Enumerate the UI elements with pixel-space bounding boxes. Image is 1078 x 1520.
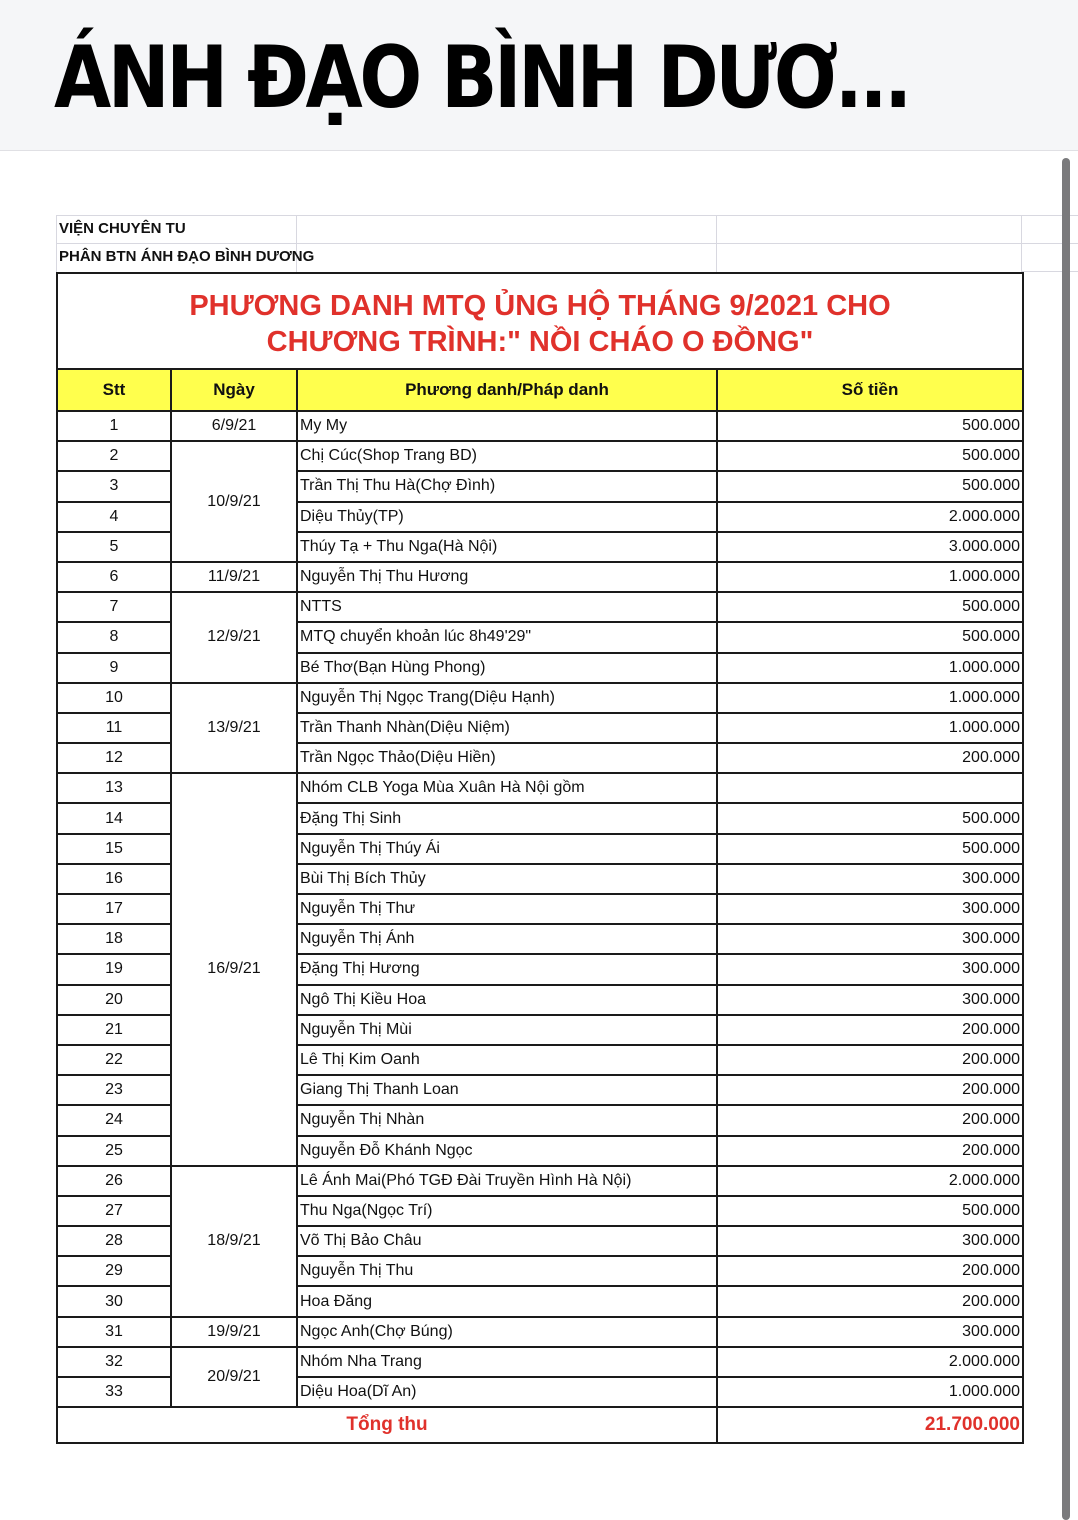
cell-stt: 25 xyxy=(57,1136,171,1166)
cell-stt: 29 xyxy=(57,1256,171,1286)
cell-stt: 26 xyxy=(57,1166,171,1196)
donation-table xyxy=(56,272,1024,1444)
cell-amount: 200.000 xyxy=(717,1075,1023,1105)
cell-date: 6/9/21 xyxy=(171,411,297,441)
cell-name: Hoa Đăng xyxy=(297,1286,717,1316)
cell-amount: 1.000.000 xyxy=(717,653,1023,683)
cell-date: 13/9/21 xyxy=(171,683,297,774)
cell-name: My My xyxy=(297,411,717,441)
cell-name: Nguyễn Thị Ngọc Trang(Diệu Hạnh) xyxy=(297,683,717,713)
title-line-2: CHƯƠNG TRÌNH:" NỒI CHÁO O ĐỒNG" xyxy=(266,326,814,358)
table-title xyxy=(57,273,1023,369)
cell-stt: 18 xyxy=(57,924,171,954)
cell-stt: 13 xyxy=(57,773,171,803)
cell-stt: 22 xyxy=(57,1045,171,1075)
total-row xyxy=(57,1407,1023,1443)
total-label: Tổng thu xyxy=(57,1407,717,1443)
cell-amount: 2.000.000 xyxy=(717,1347,1023,1377)
col-header-stt: Stt xyxy=(57,369,171,411)
cell-date: 12/9/21 xyxy=(171,592,297,683)
cell-stt: 21 xyxy=(57,1015,171,1045)
cell-amount: 500.000 xyxy=(717,471,1023,501)
cell-amount: 200.000 xyxy=(717,1286,1023,1316)
cell-amount: 2.000.000 xyxy=(717,502,1023,532)
table-row xyxy=(57,1166,1023,1196)
table-row xyxy=(57,683,1023,713)
cell-name: Đặng Thị Sinh xyxy=(297,803,717,833)
cell-amount: 300.000 xyxy=(717,864,1023,894)
cell-name: Ngọc Anh(Chợ Búng) xyxy=(297,1317,717,1347)
cell-amount: 300.000 xyxy=(717,1226,1023,1256)
cell-stt: 28 xyxy=(57,1226,171,1256)
table-row xyxy=(57,562,1023,592)
cell-stt: 19 xyxy=(57,954,171,984)
cell-name: Thúy Tạ + Thu Nga(Hà Nội) xyxy=(297,532,717,562)
cell-amount xyxy=(717,773,1023,803)
cell-stt: 5 xyxy=(57,532,171,562)
cell-amount: 500.000 xyxy=(717,441,1023,471)
cell-stt: 24 xyxy=(57,1105,171,1135)
cell-stt: 32 xyxy=(57,1347,171,1377)
cell-stt: 3 xyxy=(57,471,171,501)
cell-name: Đặng Thị Hương xyxy=(297,954,717,984)
title-line-1: PHƯƠNG DANH MTQ ỦNG HỘ THÁNG 9/2021 CHO xyxy=(189,290,891,322)
cell-name: Nguyễn Thị Thúy Ái xyxy=(297,834,717,864)
cell-name: Diệu Thủy(TP) xyxy=(297,502,717,532)
cell-date: 16/9/21 xyxy=(171,773,297,1165)
cell-name: Ngô Thị Kiều Hoa xyxy=(297,985,717,1015)
cell-amount: 200.000 xyxy=(717,1105,1023,1135)
cell-name: MTQ chuyển khoản lúc 8h49'29" xyxy=(297,622,717,652)
post-header xyxy=(0,0,1078,151)
cell-stt: 11 xyxy=(57,713,171,743)
cell-stt: 2 xyxy=(57,441,171,471)
cell-name: Nguyễn Thị Ánh xyxy=(297,924,717,954)
cell-amount: 500.000 xyxy=(717,1196,1023,1226)
org-line: VIỆN CHUYÊN TU xyxy=(59,220,186,237)
cell-amount: 1.000.000 xyxy=(717,713,1023,743)
cell-amount: 500.000 xyxy=(717,411,1023,441)
cell-name: Giang Thị Thanh Loan xyxy=(297,1075,717,1105)
cell-name: Bé Thơ(Bạn Hùng Phong) xyxy=(297,653,717,683)
cell-date: 11/9/21 xyxy=(171,562,297,592)
col-header-date: Ngày xyxy=(171,369,297,411)
cell-amount: 200.000 xyxy=(717,1136,1023,1166)
cell-amount: 1.000.000 xyxy=(717,562,1023,592)
cell-stt: 30 xyxy=(57,1286,171,1316)
cell-stt: 8 xyxy=(57,622,171,652)
cell-stt: 1 xyxy=(57,411,171,441)
cell-name: Nhóm CLB Yoga Mùa Xuân Hà Nội gồm xyxy=(297,773,717,803)
cell-name: Chị Cúc(Shop Trang BD) xyxy=(297,441,717,471)
cell-name: Trần Ngọc Thảo(Diệu Hiền) xyxy=(297,743,717,773)
cell-name: Trần Thị Thu Hà(Chợ Đình) xyxy=(297,471,717,501)
cell-name: Nguyễn Thị Mùi xyxy=(297,1015,717,1045)
cell-date: 18/9/21 xyxy=(171,1166,297,1317)
col-header-name: Phương danh/Pháp danh xyxy=(297,369,717,411)
cell-amount: 200.000 xyxy=(717,1015,1023,1045)
header-row xyxy=(57,369,1023,411)
cell-stt: 10 xyxy=(57,683,171,713)
table-row xyxy=(57,1347,1023,1377)
cell-stt: 17 xyxy=(57,894,171,924)
cell-stt: 27 xyxy=(57,1196,171,1226)
cell-amount: 200.000 xyxy=(717,1045,1023,1075)
cell-name: Lê Ánh Mai(Phó TGĐ Đài Truyền Hình Hà Nội) xyxy=(297,1166,717,1196)
cell-amount: 300.000 xyxy=(717,954,1023,984)
cell-name: Nguyễn Thị Thư xyxy=(297,894,717,924)
cell-name: Nguyễn Thị Thu Hương xyxy=(297,562,717,592)
cell-amount: 500.000 xyxy=(717,622,1023,652)
cell-date: 10/9/21 xyxy=(171,441,297,562)
cell-stt: 31 xyxy=(57,1317,171,1347)
branch-line: PHÂN BTN ÁNH ĐẠO BÌNH DƯƠNG xyxy=(59,248,315,265)
cell-stt: 23 xyxy=(57,1075,171,1105)
cell-stt: 14 xyxy=(57,803,171,833)
cell-name: Lê Thị Kim Oanh xyxy=(297,1045,717,1075)
cell-stt: 12 xyxy=(57,743,171,773)
cell-stt: 6 xyxy=(57,562,171,592)
cell-stt: 7 xyxy=(57,592,171,622)
cell-name: Nguyễn Đỗ Khánh Ngọc xyxy=(297,1136,717,1166)
cell-name: Diệu Hoa(Dĩ An) xyxy=(297,1377,717,1407)
cell-amount: 200.000 xyxy=(717,743,1023,773)
table-row xyxy=(57,1317,1023,1347)
cell-amount: 200.000 xyxy=(717,1256,1023,1286)
cell-amount: 1.000.000 xyxy=(717,683,1023,713)
table-row xyxy=(57,411,1023,441)
table-row xyxy=(57,441,1023,471)
cell-stt: 20 xyxy=(57,985,171,1015)
table-row xyxy=(57,773,1023,803)
cell-amount: 500.000 xyxy=(717,803,1023,833)
cell-amount: 300.000 xyxy=(717,985,1023,1015)
cell-amount: 300.000 xyxy=(717,1317,1023,1347)
cell-stt: 16 xyxy=(57,864,171,894)
cell-name: Trần Thanh Nhàn(Diệu Niệm) xyxy=(297,713,717,743)
post-title: ÁNH ĐẠO BÌNH DƯƠ... xyxy=(54,28,909,128)
cell-date: 20/9/21 xyxy=(171,1347,297,1407)
cell-amount: 300.000 xyxy=(717,924,1023,954)
cell-stt: 33 xyxy=(57,1377,171,1407)
cell-name: Nguyễn Thị Nhàn xyxy=(297,1105,717,1135)
cell-amount: 500.000 xyxy=(717,834,1023,864)
cell-stt: 15 xyxy=(57,834,171,864)
cell-amount: 300.000 xyxy=(717,894,1023,924)
cell-name: Bùi Thị Bích Thủy xyxy=(297,864,717,894)
vertical-scrollbar[interactable] xyxy=(1062,158,1070,1520)
table-row xyxy=(57,592,1023,622)
cell-amount: 2.000.000 xyxy=(717,1166,1023,1196)
cell-amount: 1.000.000 xyxy=(717,1377,1023,1407)
cell-name: NTTS xyxy=(297,592,717,622)
cell-stt: 4 xyxy=(57,502,171,532)
cell-name: Nguyễn Thị Thu xyxy=(297,1256,717,1286)
cell-date: 19/9/21 xyxy=(171,1317,297,1347)
cell-name: Nhóm Nha Trang xyxy=(297,1347,717,1377)
total-amount: 21.700.000 xyxy=(717,1407,1023,1443)
cell-amount: 3.000.000 xyxy=(717,532,1023,562)
cell-amount: 500.000 xyxy=(717,592,1023,622)
cell-name: Thu Nga(Ngọc Trí) xyxy=(297,1196,717,1226)
col-header-amount: Số tiền xyxy=(717,369,1023,411)
cell-stt: 9 xyxy=(57,653,171,683)
cell-name: Võ Thị Bảo Châu xyxy=(297,1226,717,1256)
